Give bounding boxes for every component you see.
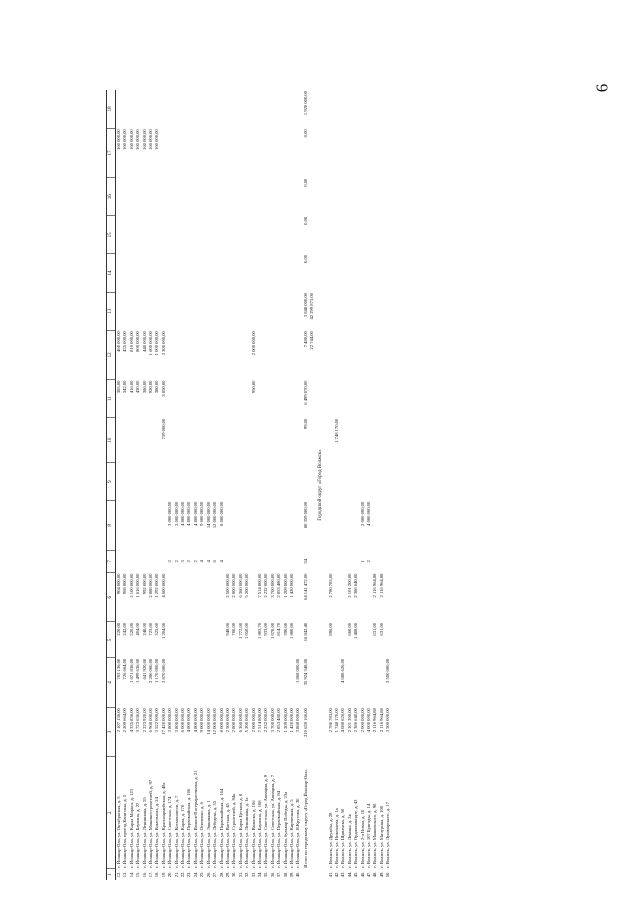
cell-col-1: 26. [205, 871, 211, 878]
cell-col-7: 1 [359, 560, 365, 563]
cell-col-4: 1 671 836,00 [128, 658, 134, 683]
cell-col-2: г. Волжск, ул. 107 Бригады, д. 14 [366, 803, 372, 868]
cell-col-14 [116, 254, 123, 292]
cell-col-5: 325,00 [154, 622, 160, 636]
cell-col-1: 35. [263, 871, 269, 878]
rotated-table-container [106, 90, 526, 880]
cell-col-5: 520,00 [128, 622, 134, 636]
cell-col-11: 950,00 [250, 380, 256, 394]
cell-col-12: 810 000,00 [128, 331, 134, 352]
cell-col-1: 38. [282, 871, 288, 878]
cell-col-3: 9 000 000,00 [199, 708, 205, 733]
cell-col-4: 1 499 636,00 [135, 658, 141, 683]
cell-col-2: г. Йошкар-Ола, ул. Баумана, д. 108 [256, 800, 262, 868]
cell-col-18 [116, 90, 123, 128]
cell-col-2: г. Йошкар-Ола, ул. Карла, д. 170 [180, 804, 186, 868]
cell-col-7: 2 [192, 560, 198, 563]
cell-col-8 [116, 501, 123, 550]
cell-col-6: 2 116 964,88 [372, 573, 378, 598]
cell-col-11: 11 [107, 380, 116, 418]
cell-col-1: 31. [237, 871, 243, 878]
cell-col-17: 160 000,00 [122, 129, 128, 150]
cell-col-8: 88 359 000,00 [302, 501, 308, 529]
cell-col-1: 33. [250, 871, 256, 878]
cell-col-5: 631,00 [378, 622, 384, 636]
cell-col-7: 7 [107, 550, 116, 572]
cell-col-1: 43. [340, 871, 346, 878]
cell-col-6: 5 200 000,00 [244, 573, 250, 598]
cell-col-4: 2 870 000,00 [160, 658, 166, 683]
cell-col-10 [385, 418, 391, 463]
cell-col-5: 242,00 [122, 622, 128, 636]
page-number: 6 [592, 83, 612, 93]
cell-col-11: 385,00 [116, 380, 121, 394]
cell-col-2: г. Волжск, ул. Маяковского, д. 98 [372, 803, 378, 868]
cell-col-3: 2 107 136,00 [116, 708, 121, 733]
cell-col-6: 1 209 000,00 [282, 573, 288, 598]
cell-col-2: г. Йошкар-Ола, ул. Советская, д. 174 [167, 796, 173, 868]
cell-col-5: 390,00 [282, 622, 288, 636]
cell-col-6: 992 000,00 [141, 573, 147, 595]
cell-col-1: 44. [346, 871, 352, 878]
cell-col-8: 12 000 000,00 [212, 501, 218, 529]
cell-col-6: 6 [107, 573, 116, 622]
cell-col-5: 248,00 [141, 622, 147, 636]
cell-col-1: 14. [128, 871, 134, 878]
cell-col-6: 4 600 000,00 [160, 573, 166, 598]
cell-col-7: 2 [186, 560, 192, 563]
cell-col-5: 631,00 [372, 622, 378, 636]
cell-col-7 [116, 550, 123, 572]
cell-col-5: 1 880,00 [288, 622, 294, 639]
table-header-row [107, 90, 116, 880]
cell-col-5: 1 050,00 [244, 622, 250, 639]
cell-col-3: 2 101 200,00 [346, 708, 352, 733]
cell-col-2: г. Йошкар-Ола, ул. Лениниана, д. 55 [141, 797, 147, 868]
cell-col-18 [385, 90, 391, 128]
cell-col-1: 25. [199, 871, 205, 878]
cell-col-3: 2 223 920,00 [141, 708, 147, 733]
cell-col-7: 2 [173, 560, 179, 563]
cell-col-5: 1 204,00 [160, 622, 166, 639]
cell-col-2: г. Йошкар-Ола, ул. Советская, ул. Авиации, д. 9 [263, 774, 269, 868]
cell-col-6: 904 000,00 [116, 573, 121, 595]
cell-col-3: 8 000 000,00 [218, 708, 224, 733]
cell-col-2: г. Йошкар-Ола, ул. Осипенко, д. 6 [199, 802, 205, 868]
cell-col-1: 48. [372, 871, 378, 878]
cell-col-1: 18. [154, 871, 160, 878]
cell-col-3: 2 386 640,00 [353, 708, 359, 733]
cell-col-15 [385, 216, 391, 254]
cell-col-11 [385, 380, 391, 418]
cell-col-12: 460 000,00 [116, 331, 121, 352]
total-row [302, 90, 309, 880]
cell-col-2: г. Волжск, ул. Николаева, д. 1а [334, 808, 339, 868]
cell-col-13 [116, 292, 123, 330]
cell-col-3: 6 000 000,00 [180, 708, 186, 733]
cell-col-2: г. Волжск, ул. Щипачева, д. 50 [340, 808, 346, 868]
cell-col-4: 1 170 000,00 [154, 658, 160, 683]
cell-col-2: г. Йошкар-Ола, ул. Машиностроителей, д. 97 [148, 779, 154, 868]
cell-col-3: 1 748 170,00 [334, 708, 339, 733]
cell-col-2: г. Йошкар-Ола, ул. Карла Цеткин, д. 8 [237, 793, 243, 868]
cell-col-9 [302, 463, 309, 501]
cell-col-2: г. Йошкар-Ола, ул. Красноармейская, д. 48а [160, 782, 166, 868]
cell-col-2: г. Йошкар-Ола, ул. Первомайская, д. 166 [186, 788, 192, 868]
cell-col-8: 4 800 000,00 [186, 501, 192, 526]
cell-col-12: 435 000,00 [122, 331, 128, 352]
cell-col-2: г. Волжск, ул. Дружбы, д. 28 [327, 812, 333, 868]
cell-col-6: 1 616 000,00 [135, 573, 141, 598]
cell-col-1: 20. [167, 871, 173, 878]
cell-col-12: 12 [107, 330, 116, 379]
cell-col-6: 2 500 000,00 [224, 573, 230, 598]
cell-col-3: 5 200 000,00 [244, 708, 250, 733]
cell-col-18: 1 920 000,00 [302, 91, 308, 116]
cell-col-2: г. Йошкар-Ола, ул. Советская, ул. Авиации, д. 7 [269, 774, 275, 868]
cell-col-2: г. Йошкар-Ола, ул. Волков-Пятерыраспилка, д. 21 [192, 770, 198, 868]
cell-col-17: 17 [107, 128, 116, 177]
funding-table [106, 90, 392, 880]
cell-col-1: 45. [353, 871, 359, 878]
cell-col-17 [385, 128, 391, 177]
cell-col-4: 4 088 626,00 [340, 658, 346, 683]
cell-col-7: 2 [167, 560, 173, 563]
cell-col-6: 2 232 000,00 [263, 573, 269, 598]
cell-col-6: 2 780 783,00 [327, 573, 333, 598]
cell-col-12: 7 480,00 [302, 331, 308, 348]
cell-col-2: г. Йошкар-Ола, ул. Лебедева, д. 55 [212, 800, 218, 868]
cell-col-17: 160 000,00 [154, 129, 160, 150]
cell-col-1: 50. [385, 871, 391, 878]
cell-col-1: 19. [160, 871, 166, 878]
cell-col-5: 814,70 [276, 622, 282, 636]
cell-col-3: 6 360 000,00 [237, 708, 243, 733]
cell-col-1: 42. [334, 871, 339, 878]
cell-col-1: 47. [366, 871, 372, 878]
cell-col-12: 1 000 000,00 [154, 331, 160, 356]
cell-col-11: 6 499 070,00 [302, 380, 308, 405]
cell-col-4: 783 136,00 [116, 658, 121, 680]
cell-col-3: 3 800 000,00 [173, 708, 179, 733]
cell-col-6: 2 100 000,00 [128, 573, 134, 598]
cell-col-8: 4 800 000,00 [192, 501, 198, 526]
cell-col-1: 27. [212, 871, 218, 878]
cell-col-14: 0,00 [302, 254, 308, 263]
cell-col-5: 1 883,70 [256, 622, 262, 639]
cell-col-16 [116, 178, 123, 216]
cell-col-8: 3 000 000,00 [173, 501, 179, 526]
cell-col-7: 4 [218, 560, 224, 563]
cell-col-4: 726 664,00 [122, 658, 128, 680]
cell-col-5: 723,00 [148, 622, 154, 636]
cell-col-2: г. Йошкар-Ола, ул. Первомайская, д. 164 [218, 788, 224, 868]
cell-col-4: 3 500 000,00 [385, 658, 391, 683]
cell-col-3: 7 514 800,00 [256, 708, 262, 733]
cell-col-2: г. Волжск, ул. Орджоникидзе, д. 43 [353, 799, 359, 868]
cell-col-12: 1 600 000,00 [148, 331, 154, 356]
cell-col-12 [385, 330, 391, 379]
cell-col-1: 28. [218, 871, 224, 878]
cell-col-1: 36. [269, 871, 275, 878]
cell-col-5: 220,00 [116, 622, 121, 636]
cell-col-2: г. Йошкар-Ола, ул. Лениниана, д. 1а [244, 797, 250, 868]
cell-col-17: 160 000,00 [128, 129, 134, 150]
cell-col-1: 22. [180, 871, 186, 878]
cell-col-1: 40. [295, 871, 301, 878]
cell-col-1: 23. [186, 871, 192, 878]
section-title-row [316, 90, 328, 880]
cell-col-10: 10 [107, 418, 116, 463]
cell-col-4: 4 [107, 658, 116, 707]
cell-col-2: г. Волжск, ул. Луначарского, д. 17 [385, 802, 391, 868]
cell-col-3: 2 500 000,00 [224, 708, 230, 733]
cell-col-13 [385, 292, 391, 330]
cell-col-16 [385, 178, 391, 216]
cell-col-6: 2 888 000,00 [148, 573, 154, 598]
cell-col-3: 2 800 000,00 [231, 708, 237, 733]
cell-col-1: 13. [122, 871, 128, 878]
cell-col-1: 15. [135, 871, 141, 878]
cell-col-6: 968 000,00 [122, 573, 128, 595]
cell-col-14: 14 [107, 254, 116, 292]
cell-col-11: 416,00 [128, 380, 134, 394]
cell-col-2: г. Волжск, ул. Ленина, д. 3в [346, 814, 352, 868]
cell-col-6 [385, 573, 391, 622]
cell-col-3: 2 853 480,00 [276, 708, 282, 733]
cell-col-4: 641 920,00 [141, 658, 147, 680]
cell-col-2: Итого по городскому округу «Город Йошкар-Ола» [302, 769, 308, 868]
cell-col-17: 160 000,00 [116, 129, 121, 150]
cell-col-3: 210 628 166,00 [302, 708, 308, 737]
cell-col-11: 430,00 [135, 380, 141, 394]
cell-col-11: 342,00 [122, 380, 128, 394]
cell-col-6: 1 420 000,00 [288, 573, 294, 598]
cell-col-3: 2 116 964,88 [372, 708, 378, 733]
cell-col-8: 4 800 000,00 [180, 501, 186, 526]
cell-col-3: 2 000 000,00 [250, 708, 256, 733]
cell-col-12: 800 000,00 [135, 331, 141, 352]
cell-col-6: 1 292 000,00 [154, 573, 160, 598]
cell-col-2: г. Йошкар-Ола, ул. Первомайская, д. 84 [276, 791, 282, 868]
cell-col-12: 3 300 000,00 [160, 331, 166, 356]
cell-col-1: 39. [288, 871, 294, 878]
cell-col-11: 3 850,00 [160, 380, 166, 397]
cell-col-7: 2 [366, 560, 372, 563]
cell-col-5: 948,00 [224, 622, 230, 636]
cell-col-17: 0,00 [302, 129, 308, 138]
cell-col-1: 17. [148, 871, 154, 878]
cell-col-3: 3 500 000,00 [385, 708, 391, 733]
cell-col-2: г. Йошкар-Ола, ул. Космонавтов, д. 7 [173, 795, 179, 868]
cell-col-11: 920,00 [148, 380, 154, 394]
cell-col-1: 37. [276, 871, 282, 878]
cell-col-13: 13 [107, 292, 116, 330]
cell-col-10: 99,00 [302, 418, 308, 430]
table-row [116, 90, 123, 880]
cell-col-7: 4 [205, 560, 211, 563]
cell-col-5: 5 [107, 622, 116, 658]
cell-col-2: 2 [107, 757, 116, 869]
cell-col-3: 1 209 000,00 [282, 708, 288, 733]
cell-col-1: 1 [107, 869, 116, 880]
cell-col-5: 16 842,40 [302, 622, 308, 642]
cell-col-3: 12 000 000,00 [212, 708, 218, 735]
cell-col-1: 12. [116, 871, 121, 878]
cell-col-3: 4 088 626,00 [340, 708, 346, 733]
cell-col-5: 1 078,00 [269, 622, 275, 639]
cell-col-3: 6 968 000,00 [148, 708, 154, 733]
cell-col-3: 2 116 964,88 [378, 708, 384, 733]
section-title: Городской округ «Город Волжск» [318, 449, 324, 521]
cell-col-3: 1 420 000,00 [288, 708, 294, 733]
cell-col-2: г. Йошкар-Ола, ул. Баумана, д. 27 [135, 802, 141, 868]
cell-col-17: 160 000,00 [135, 129, 141, 150]
cell-col-1: 16. [141, 871, 147, 878]
cell-col-4: 2 280 000,00 [148, 658, 154, 683]
cell-col-17: 160 000,00 [148, 129, 154, 150]
cell-col-8: 2 000 000,00 [359, 501, 365, 526]
cell-col-5 [385, 622, 391, 658]
cell-col-8: 14 000 000,00 [205, 501, 211, 529]
cell-col-3: 4 800 000,00 [192, 708, 198, 733]
cell-col-6: 7 514 800,00 [256, 573, 262, 598]
cell-col-1 [302, 869, 309, 880]
cell-col-1: 32. [244, 871, 250, 878]
cell-col-7: 6 [212, 560, 218, 563]
cell-col-15: 15 [107, 216, 116, 254]
cell-col-3: 3 522 000,00 [154, 708, 160, 733]
cell-col-7: 4 [199, 560, 205, 563]
cell-col-10: 739 000,00 [160, 418, 166, 440]
cell-col-13: 42 299 873,00 [309, 293, 315, 320]
cell-col-5: 1 488,00 [353, 622, 359, 639]
cell-col-7: 3 [180, 560, 186, 563]
cell-col-9 [385, 463, 391, 501]
cell-col-6: 2 853 480,00 [276, 573, 282, 598]
cell-col-3: 2 232 000,00 [263, 708, 269, 733]
cell-col-11: 386,00 [141, 380, 147, 394]
cell-col-6: 2 800 000,00 [231, 573, 237, 598]
cell-col-5: 404,00 [135, 622, 141, 636]
cell-col-6: 64 141 472,00 [302, 573, 308, 600]
cell-col-3: 2 209 664,00 [122, 708, 128, 733]
cell-col-16: 16 [107, 178, 116, 216]
cell-col-4: 35 924 348,00 [302, 658, 308, 686]
cell-col-5: 1 772,00 [237, 622, 243, 639]
cell-col-2: г. Йошкар-Ола, ул. Карла Маркса, д. 123 [128, 789, 134, 868]
cell-col-3: 4 335 836,00 [128, 708, 134, 733]
cell-col-2: г. Волжск, ул. Мичурина, д. 100 [378, 805, 384, 868]
cell-col-2: г. Йошкар-Ола, ул. Кирпичная, д. 5 [288, 799, 294, 868]
cell-col-3: 3 723 636,00 [135, 708, 141, 733]
cell-col-15: 0,00 [302, 216, 308, 225]
cell-col-2: г. Йошкар-Ола, ул. Волкова, д. 106 [250, 800, 256, 868]
cell-col-3: 3 [107, 707, 116, 756]
cell-col-8: 8 000 000,00 [218, 501, 224, 526]
cell-col-1: 49. [378, 871, 384, 878]
cell-col-1: 29. [224, 871, 230, 878]
cell-col-5: 896,00 [327, 622, 333, 636]
cell-col-1: 24. [192, 871, 198, 878]
cell-col-8: 8 [107, 501, 116, 550]
cell-col-18: 18 [107, 90, 116, 128]
cell-col-8: 9 600 000,00 [199, 501, 205, 526]
cell-col-2: г. Йошкар-Ола, ул. Строителей, д. 94а [231, 793, 237, 868]
cell-col-10: 1 748 170,00 [334, 418, 339, 443]
cell-col-8: 4 000 000,00 [366, 501, 372, 526]
cell-col-17: 160 000,00 [141, 129, 147, 150]
cell-col-5: 660,00 [346, 622, 352, 636]
cell-col-3: 3 700 000,00 [269, 708, 275, 733]
cell-col-1: 21. [173, 871, 179, 878]
cell-col-2: г. Йошкар-Ола, ул. Комсомола, д. 24 [154, 797, 160, 868]
cell-col-14 [385, 254, 391, 292]
cell-col-10 [116, 418, 123, 463]
cell-col-8: 3 000 000,00 [167, 501, 173, 526]
cell-col-3: 2 000 000,00 [359, 708, 365, 733]
cell-col-1: 30. [231, 871, 237, 878]
cell-col-2: г. Йошкар-Ола, ул. Октябрьская, д. 5 [116, 796, 121, 868]
cell-col-6: 2 116 964,88 [378, 573, 384, 598]
cell-col-3: 4 800 000,00 [186, 708, 192, 733]
cell-col-6: 3 700 000,00 [269, 573, 275, 598]
cell-col-12: 22 744,00 [309, 331, 315, 350]
cell-col-3: 17 420 000,00 [160, 708, 166, 735]
cell-col-5: 933,00 [263, 622, 269, 636]
cell-col-6: 6 360 000,00 [237, 573, 243, 598]
cell-col-5: 700,00 [231, 622, 237, 636]
cell-col-11: 380,00 [154, 380, 160, 394]
cell-col-2: г. Йошкар-Ола, ул. Я.Крутова, д. 30 [295, 798, 301, 868]
cell-col-6: 2 101 200,00 [346, 573, 352, 598]
cell-col-7: 34 [302, 559, 308, 564]
cell-col-3: 4 000 000,00 [366, 708, 372, 733]
cell-col-7 [385, 550, 391, 572]
cell-col-3: 14 000 000,00 [205, 708, 211, 735]
cell-col-3: 2 780 783,00 [327, 708, 333, 733]
cell-col-15 [116, 216, 123, 254]
cell-col-2: г. Йошкар-Ола, ул. Эшкинина, д. 1 [205, 800, 211, 868]
cell-col-12: 440 000,00 [141, 331, 147, 352]
cell-col-1: 46. [359, 871, 365, 878]
cell-col-6: 2 386 640,00 [353, 573, 359, 598]
cell-col-2: г. Волжск, ул. 2-я Новая, д. 10 [359, 809, 365, 868]
cell-col-2: г. Йошкар-Ола, проезд Капитана, д. 5 [122, 794, 128, 868]
cell-col-3: 3 868 000,00 [295, 708, 301, 733]
cell-col-1: 34. [256, 871, 262, 878]
cell-col-12: 2 000 000,00 [250, 331, 256, 356]
table-row [385, 90, 391, 880]
cell-col-8 [385, 501, 391, 550]
cell-col-4: 1 868 000,00 [295, 658, 301, 683]
cell-col-9 [116, 463, 123, 501]
cell-col-3: 3 800 000,00 [167, 708, 173, 733]
cell-col-13: 3 848 000,00 [302, 293, 308, 318]
cell-col-16: 0,00 [302, 178, 308, 187]
cell-col-2: г. Йошкар-Ола, ул. Вятская, д. 45 [224, 803, 230, 868]
cell-col-2: г. Йошкар-Ола, бульвар Победы, д. 23а [282, 791, 288, 868]
cell-col-9: 9 [107, 463, 116, 501]
cell-col-1: 41. [327, 871, 333, 878]
